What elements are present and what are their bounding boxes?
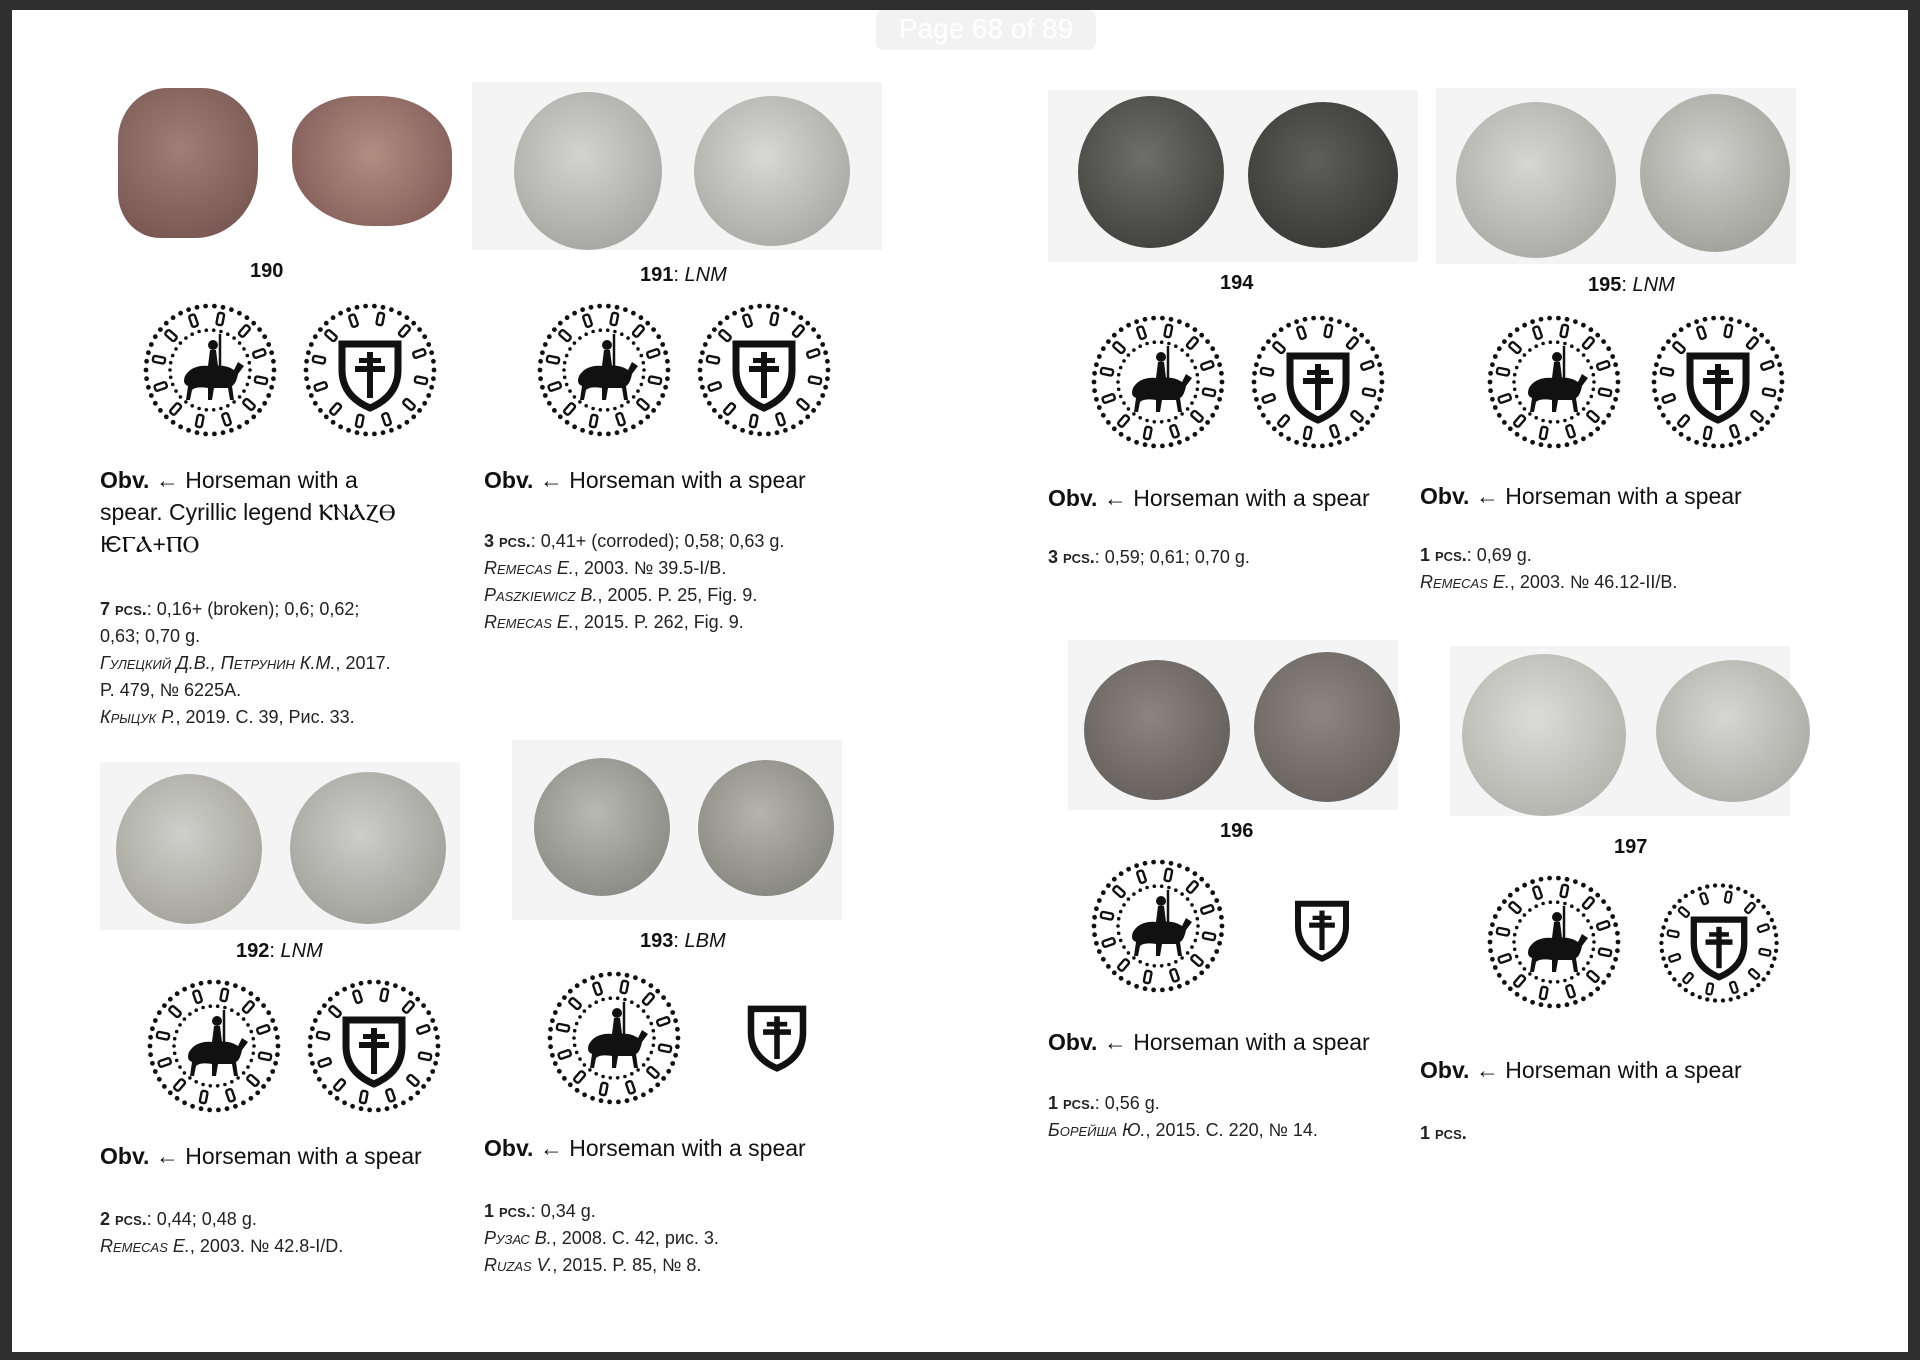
obverse-description: Obv. ← Horseman with a spear: [1420, 483, 1742, 509]
reverse-drawing: [1248, 312, 1388, 452]
reverse-drawing: [694, 300, 834, 440]
coin-photo-obverse: [1462, 654, 1626, 816]
coin-caption: 195: LNM: [1588, 274, 1675, 296]
coin-metadata: 1 pcs.: 0,34 g. Рузас В., 2008. С. 42, рис. 3. Ruzas V., 2015. P. 85, № 8.: [484, 1201, 719, 1275]
coin-caption: 192: LNM: [236, 940, 323, 962]
coin-photo-obverse: [534, 758, 670, 896]
coin-metadata: 1 pcs.: [1420, 1123, 1467, 1143]
page-indicator: Page 68 of 89: [876, 10, 1096, 50]
coin-caption: 196: [1220, 820, 1254, 842]
coin-caption: 194: [1220, 272, 1254, 294]
obverse-description: Obv. ← Horseman with a spear: [1048, 485, 1370, 511]
coin-metadata: 3 pcs.: 0,41+ (corroded); 0,58; 0,63 g. Remecas E., 2003. № 39.5-I/B. Paszkiewicz B., 2005. P. 25, Fig. 9. Remecas E., 2015. P. 262, Fig. 9.: [484, 531, 785, 632]
coin-caption: 191: LNM: [640, 264, 727, 286]
coin-caption: 193: LBM: [640, 930, 726, 952]
coin-metadata: 1 pcs.: 0,69 g. Remecas E., 2003. № 46.12-II/B.: [1420, 545, 1678, 592]
coin-photo-obverse: [1084, 660, 1230, 800]
obverse-drawing: [534, 300, 674, 440]
coin-entry-191: [472, 82, 892, 642]
coin-photo-reverse: [1656, 660, 1810, 802]
coin-photo-reverse: [1640, 94, 1790, 252]
coin-entry-194: [1048, 90, 1418, 590]
obverse-drawing: [1484, 872, 1624, 1012]
obverse-description: Obv. ← Horseman with a spear. Cyrillic legend ⲔⲚⲀⲌⲐ ѤⲄⲀ+ⲠⲞ: [100, 467, 396, 557]
reverse-drawing: [300, 300, 440, 440]
coin-photo-obverse: [1078, 96, 1224, 248]
coin-photo-obverse: [118, 88, 258, 238]
obverse-drawing: [1088, 312, 1228, 452]
coin-entry-197: [1420, 646, 1820, 1166]
coin-photo-obverse: [116, 774, 262, 924]
coin-photo-reverse: [1254, 652, 1400, 802]
obverse-description: Obv. ← Horseman with a spear: [1420, 1057, 1742, 1083]
coin-caption: 190: [250, 260, 284, 282]
obverse-description: Obv. ← Horseman with a spear: [1048, 1029, 1370, 1055]
obverse-description: Obv. ← Horseman with a spear: [100, 1143, 422, 1169]
coin-entry-196: [1048, 640, 1418, 1160]
obverse-drawing: [1484, 312, 1624, 452]
reverse-drawing: [712, 968, 842, 1108]
reverse-drawing: [1656, 880, 1782, 1006]
coin-entry-190: [100, 82, 460, 742]
obverse-drawing: [140, 300, 280, 440]
coin-entry-192: [100, 762, 480, 1282]
document-page: [12, 10, 1908, 1352]
coin-metadata: 2 pcs.: 0,44; 0,48 g. Remecas E., 2003. № 42.8-I/D.: [100, 1209, 344, 1256]
coin-entry-195: [1420, 88, 1820, 608]
coin-photo-obverse: [514, 92, 662, 250]
coin-photo-reverse: [290, 772, 446, 924]
reverse-drawing: [1262, 866, 1382, 986]
coin-photo-reverse: [1248, 102, 1398, 248]
obverse-drawing: [544, 968, 684, 1108]
obverse-drawing: [1088, 856, 1228, 996]
reverse-drawing: [1648, 312, 1788, 452]
coin-photo-reverse: [694, 96, 850, 246]
coin-photo-obverse: [1456, 102, 1616, 258]
coin-metadata: 3 pcs.: 0,59; 0,61; 0,70 g.: [1048, 547, 1250, 567]
reverse-drawing: [304, 976, 444, 1116]
obverse-drawing: [144, 976, 284, 1116]
coin-entry-193: [472, 740, 892, 1300]
obverse-description: Obv. ← Horseman with a spear: [484, 1135, 806, 1161]
coin-photo-reverse: [292, 96, 452, 226]
coin-photo-reverse: [698, 760, 834, 896]
obverse-description: Obv. ← Horseman with a spear: [484, 467, 806, 493]
coin-metadata: 7 pcs.: 0,16+ (broken); 0,6; 0,62; 0,63; 0,70 g. Гулецкий Д.В., Петрунин К.М., 2017. P. 479, № 6225A. Крыцук Р., 2019. С. 39, Рис. 33.: [100, 599, 391, 727]
coin-caption: 197: [1614, 836, 1648, 858]
coin-metadata: 1 pcs.: 0,56 g. Борейша Ю., 2015. С. 220, № 14.: [1048, 1093, 1318, 1140]
